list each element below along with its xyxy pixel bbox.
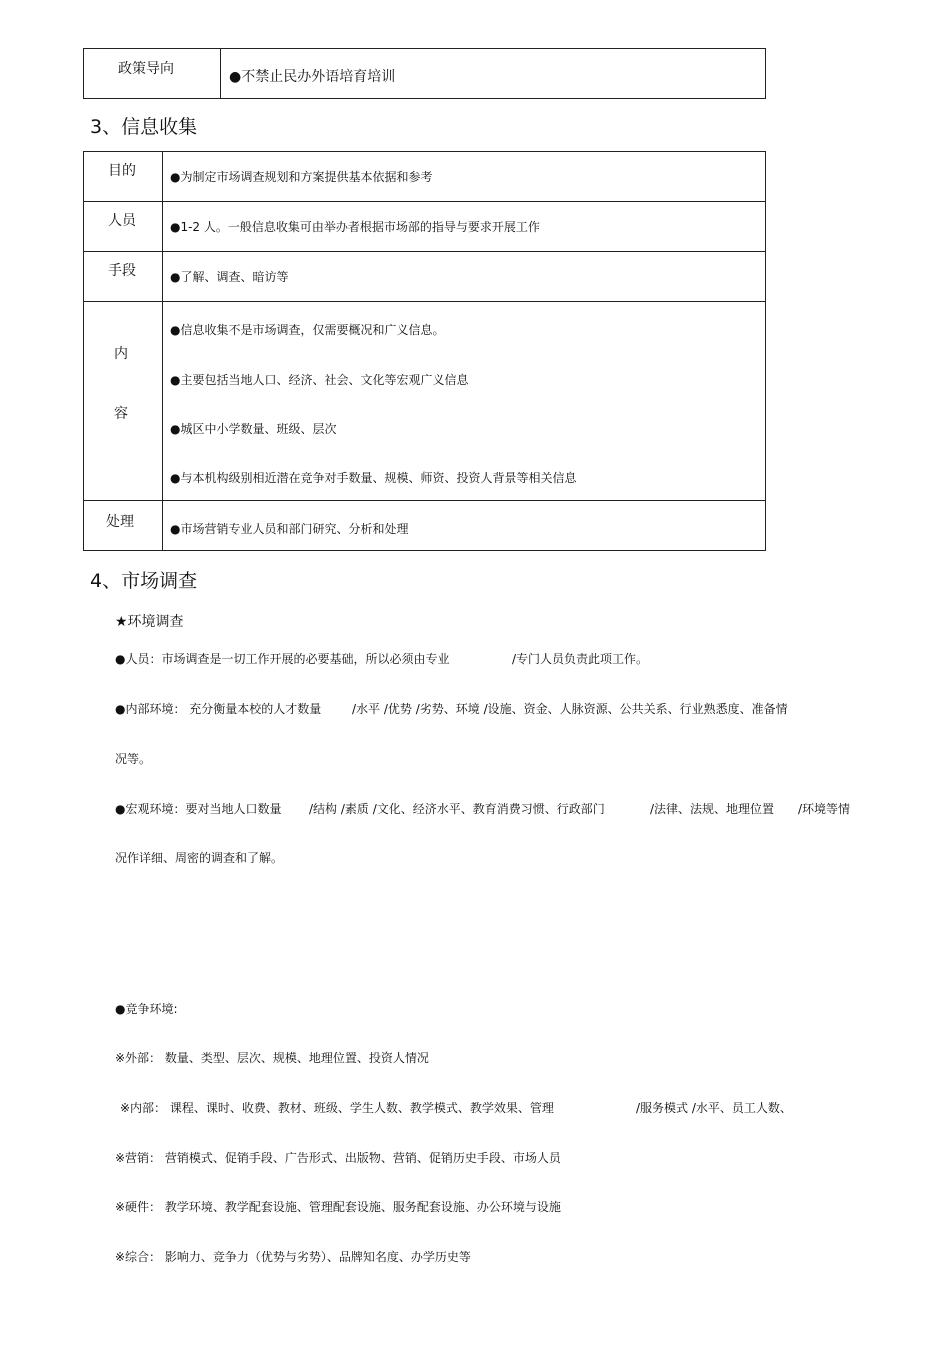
macro-env-text-a: ●宏观环境：要对当地人口数量 — [115, 802, 282, 816]
content-item: ●主要包括当地人口、经济、社会、文化等宏观广义信息 — [170, 373, 469, 387]
processing-value-cell — [163, 501, 766, 551]
policy-label: 政策导向 — [118, 61, 174, 77]
policy-table — [83, 48, 766, 99]
staff-label-cell — [84, 202, 163, 252]
table-row — [84, 501, 766, 551]
content-label-cell — [84, 302, 163, 501]
content-item: ●与本机构级别相近潜在竞争对手数量、规模、师资、投资人背景等相关信息 — [170, 471, 577, 485]
info-collection-table — [83, 151, 766, 551]
macro-env-text-e: 况作详细、周密的调查和了解。 — [115, 851, 284, 865]
personnel-text-b: /专门人员负责此项工作。 — [512, 652, 649, 666]
section3-heading: 3、信息收集 — [90, 116, 198, 138]
policy-label-cell — [84, 49, 221, 99]
table-row — [84, 302, 766, 501]
processing-label: 处理 — [106, 514, 134, 530]
staff-value-cell — [163, 202, 766, 252]
content-item: ●城区中小学数量、班级、层次 — [170, 422, 337, 436]
macro-env-text-b: /结构 /素质 /文化、经济水平、教育消费习惯、行政部门 — [309, 802, 605, 816]
content-label-2: 容 — [114, 406, 128, 422]
section4-heading: 4、市场调查 — [90, 570, 198, 592]
env-survey-subheading: ★环境调查 — [115, 614, 184, 630]
means-value-cell — [163, 252, 766, 302]
competition-internal-a: ※内部： 课程、课时、收费、教材、班级、学生人数、教学模式、教学效果、管理 — [120, 1101, 554, 1115]
means-label: 手段 — [108, 263, 136, 279]
macro-env-text-c: /法律、法规、地理位置 — [650, 802, 775, 816]
content-value-cell — [163, 302, 766, 501]
competition-external: ※外部： 数量、类型、层次、规模、地理位置、投资人情况 — [115, 1051, 429, 1065]
competition-marketing: ※营销： 营销模式、促销手段、广告形式、出版物、营销、促销历史手段、市场人员 — [115, 1151, 561, 1165]
competition-title: ●竞争环境: — [115, 1002, 178, 1016]
means-label-cell — [84, 252, 163, 302]
table-row — [84, 152, 766, 202]
policy-value: ●不禁止民办外语培育培训 — [229, 69, 396, 85]
internal-env-text-c: 况等。 — [115, 752, 152, 766]
competition-internal-b: /服务模式 /水平、员工人数、 — [636, 1101, 792, 1115]
purpose-label: 目的 — [108, 163, 136, 179]
processing-value: ●市场营销专业人员和部门研究、分析和处理 — [170, 522, 409, 536]
table-row — [84, 202, 766, 252]
table-row — [84, 252, 766, 302]
means-value: ●了解、调查、暗访等 — [170, 270, 289, 284]
content-label-1: 内 — [114, 346, 128, 362]
policy-value-cell — [221, 49, 766, 99]
competition-overall: ※综合： 影响力、竞争力（优势与劣势）、品牌知名度、办学历史等 — [115, 1250, 471, 1264]
staff-label: 人员 — [108, 213, 136, 229]
macro-env-text-d: /环境等情 — [798, 802, 851, 816]
processing-label-cell — [84, 501, 163, 551]
competition-hardware: ※硬件： 教学环境、教学配套设施、管理配套设施、服务配套设施、办公环境与设施 — [115, 1200, 561, 1214]
personnel-text-a: ●人员：市场调查是一切工作开展的必要基础，所以必须由专业 — [115, 652, 450, 666]
internal-env-text-a: ●内部环境： 充分衡量本校的人才数量 — [115, 702, 322, 716]
purpose-value: ●为制定市场调查规划和方案提供基本依据和参考 — [170, 170, 433, 184]
content-item: ●信息收集不是市场调查，仅需要概况和广义信息。 — [170, 323, 445, 337]
purpose-value-cell — [163, 152, 766, 202]
staff-value: ●1-2 人。一般信息收集可由举办者根据市场部的指导与要求开展工作 — [170, 220, 540, 234]
internal-env-text-b: /水平 /优势 /劣势、环境 /设施、资金、人脉资源、公共关系、行业熟悉度、准备情 — [352, 702, 788, 716]
purpose-label-cell — [84, 152, 163, 202]
